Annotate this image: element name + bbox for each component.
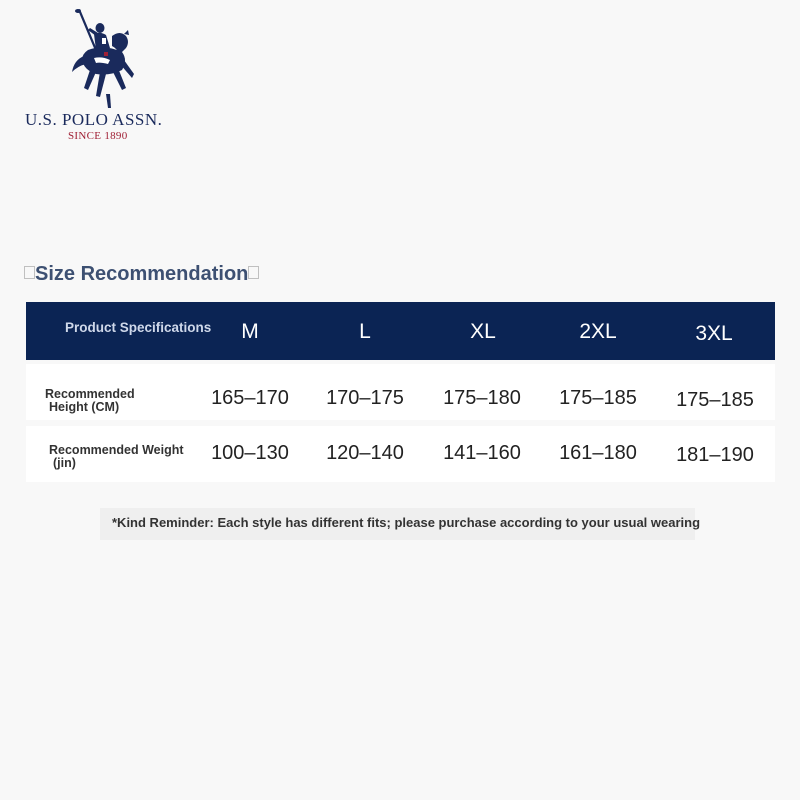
reminder-box — [100, 508, 701, 540]
polo-player-icon — [66, 8, 146, 108]
table-cell: 175–180 — [443, 387, 521, 409]
row-label-line2: (jin) — [53, 456, 76, 470]
table-cell: 175–185 — [559, 387, 637, 409]
table-cell: 165–170 — [211, 387, 289, 409]
row-label-line2: Height (CM) — [49, 400, 120, 414]
header-label: Product Specifications — [65, 320, 212, 335]
reminder-text: *Kind Reminder: Each style has different fits; please purchase according to your usual wearing — [112, 515, 701, 530]
size-l: L — [359, 320, 371, 343]
section-heading — [24, 263, 259, 286]
table-header — [26, 302, 775, 360]
brand-since: SINCE 1890 — [68, 130, 128, 142]
row-label-line1: Recommended — [45, 387, 135, 401]
size-table — [26, 302, 775, 482]
table-row — [26, 364, 775, 420]
bracket-close-icon — [248, 266, 259, 279]
table-cell: 120–140 — [326, 442, 404, 464]
brand-name: U.S. POLO ASSN. — [25, 110, 163, 129]
table-cell: 100–130 — [211, 442, 289, 464]
table-row — [26, 426, 775, 482]
size-xl: XL — [470, 320, 496, 343]
table-cell: 175–185 — [676, 389, 754, 411]
size-3xl: 3XL — [695, 322, 733, 345]
row-label-line1: Recommended Weight — [49, 443, 184, 457]
size-m: M — [241, 320, 259, 343]
table-cell: 141–160 — [443, 442, 521, 464]
table-cell: 181–190 — [676, 444, 754, 466]
bracket-open-icon — [24, 266, 35, 279]
table-cell: 170–175 — [326, 387, 404, 409]
size-2xl: 2XL — [579, 320, 617, 343]
table-cell: 161–180 — [559, 442, 637, 464]
brand-logo — [20, 6, 182, 146]
section-title: Size Recommendation — [35, 263, 249, 285]
